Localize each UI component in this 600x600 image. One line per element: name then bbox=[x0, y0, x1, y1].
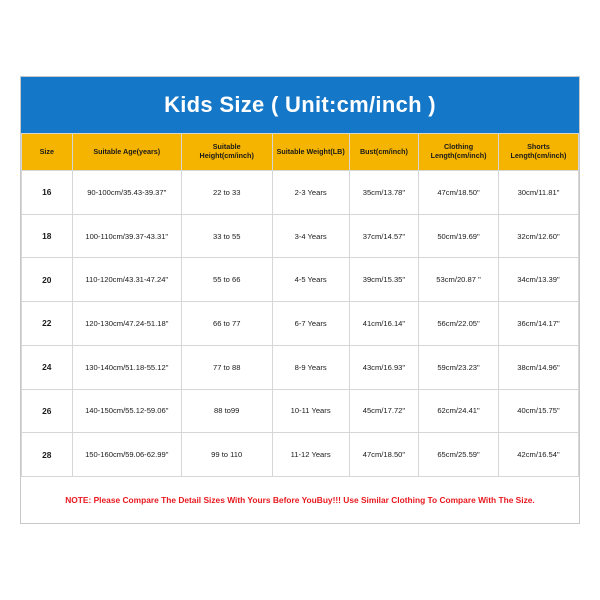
column-header-size: Size bbox=[22, 134, 73, 171]
cell-shorts-length: 30cm/11.81" bbox=[499, 171, 579, 215]
cell-height: 55 to 66 bbox=[181, 258, 272, 302]
cell-weight: 11-12 Years bbox=[272, 433, 349, 477]
cell-bust: 45cm/17.72" bbox=[349, 389, 418, 433]
column-header-height: Suitable Height(cm/inch) bbox=[181, 134, 272, 171]
size-table bbox=[21, 133, 579, 477]
cell-shorts-length: 32cm/12.60" bbox=[499, 214, 579, 258]
cell-shorts-length: 38cm/14.96" bbox=[499, 345, 579, 389]
cell-clothing-length: 65cm/25.59" bbox=[419, 433, 499, 477]
table-row bbox=[22, 433, 579, 477]
cell-height: 66 to 77 bbox=[181, 302, 272, 346]
column-header-bust: Bust(cm/inch) bbox=[349, 134, 418, 171]
cell-clothing-length: 53cm/20.87 " bbox=[419, 258, 499, 302]
cell-clothing-length: 56cm/22.05" bbox=[419, 302, 499, 346]
cell-age: 130-140cm/51.18-55.12" bbox=[72, 345, 181, 389]
table-row bbox=[22, 171, 579, 215]
table-body bbox=[22, 171, 579, 477]
cell-age: 140-150cm/55.12-59.06" bbox=[72, 389, 181, 433]
cell-age: 100-110cm/39.37-43.31" bbox=[72, 214, 181, 258]
cell-bust: 43cm/16.93" bbox=[349, 345, 418, 389]
table-row bbox=[22, 214, 579, 258]
cell-size: 20 bbox=[22, 258, 73, 302]
cell-age: 90-100cm/35.43-39.37" bbox=[72, 171, 181, 215]
cell-bust: 35cm/13.78" bbox=[349, 171, 418, 215]
cell-shorts-length: 40cm/15.75" bbox=[499, 389, 579, 433]
table-header bbox=[22, 134, 579, 171]
cell-height: 99 to 110 bbox=[181, 433, 272, 477]
cell-weight: 10-11 Years bbox=[272, 389, 349, 433]
column-header-shorts-length: Shorts Length(cm/inch) bbox=[499, 134, 579, 171]
cell-clothing-length: 47cm/18.50" bbox=[419, 171, 499, 215]
cell-age: 110-120cm/43.31-47.24" bbox=[72, 258, 181, 302]
cell-bust: 47cm/18.50" bbox=[349, 433, 418, 477]
cell-bust: 37cm/14.57" bbox=[349, 214, 418, 258]
cell-size: 26 bbox=[22, 389, 73, 433]
cell-weight: 3-4 Years bbox=[272, 214, 349, 258]
cell-height: 22 to 33 bbox=[181, 171, 272, 215]
cell-size: 22 bbox=[22, 302, 73, 346]
column-header-weight: Suitable Weight(LB) bbox=[272, 134, 349, 171]
table-row bbox=[22, 258, 579, 302]
cell-shorts-length: 42cm/16.54" bbox=[499, 433, 579, 477]
cell-age: 120-130cm/47.24-51.18" bbox=[72, 302, 181, 346]
cell-height: 77 to 88 bbox=[181, 345, 272, 389]
cell-clothing-length: 62cm/24.41" bbox=[419, 389, 499, 433]
cell-size: 24 bbox=[22, 345, 73, 389]
cell-clothing-length: 59cm/23.23" bbox=[419, 345, 499, 389]
cell-size: 16 bbox=[22, 171, 73, 215]
cell-clothing-length: 50cm/19.69" bbox=[419, 214, 499, 258]
cell-shorts-length: 36cm/14.17" bbox=[499, 302, 579, 346]
cell-shorts-length: 34cm/13.39" bbox=[499, 258, 579, 302]
page-title: Kids Size ( Unit:cm/inch ) bbox=[164, 92, 436, 117]
cell-size: 28 bbox=[22, 433, 73, 477]
table-row bbox=[22, 302, 579, 346]
cell-weight: 6-7 Years bbox=[272, 302, 349, 346]
size-chart-card bbox=[20, 76, 580, 524]
column-header-age: Suitable Age(years) bbox=[72, 134, 181, 171]
cell-weight: 2-3 Years bbox=[272, 171, 349, 215]
cell-weight: 8-9 Years bbox=[272, 345, 349, 389]
cell-bust: 41cm/16.14" bbox=[349, 302, 418, 346]
note-bar bbox=[21, 477, 579, 523]
table-header-row bbox=[22, 134, 579, 171]
cell-height: 88 to99 bbox=[181, 389, 272, 433]
cell-weight: 4-5 Years bbox=[272, 258, 349, 302]
column-header-clothing-length: Clothing Length(cm/inch) bbox=[419, 134, 499, 171]
table-row bbox=[22, 345, 579, 389]
cell-height: 33 to 55 bbox=[181, 214, 272, 258]
cell-size: 18 bbox=[22, 214, 73, 258]
note-text: NOTE: Please Compare The Detail Sizes With Yours Before YouBuy!!! Use Similar Clothing To Compare With The Size. bbox=[65, 494, 535, 505]
cell-age: 150-160cm/59.06-62.99" bbox=[72, 433, 181, 477]
chart-title-bar bbox=[21, 77, 579, 133]
cell-bust: 39cm/15.35" bbox=[349, 258, 418, 302]
table-row bbox=[22, 389, 579, 433]
